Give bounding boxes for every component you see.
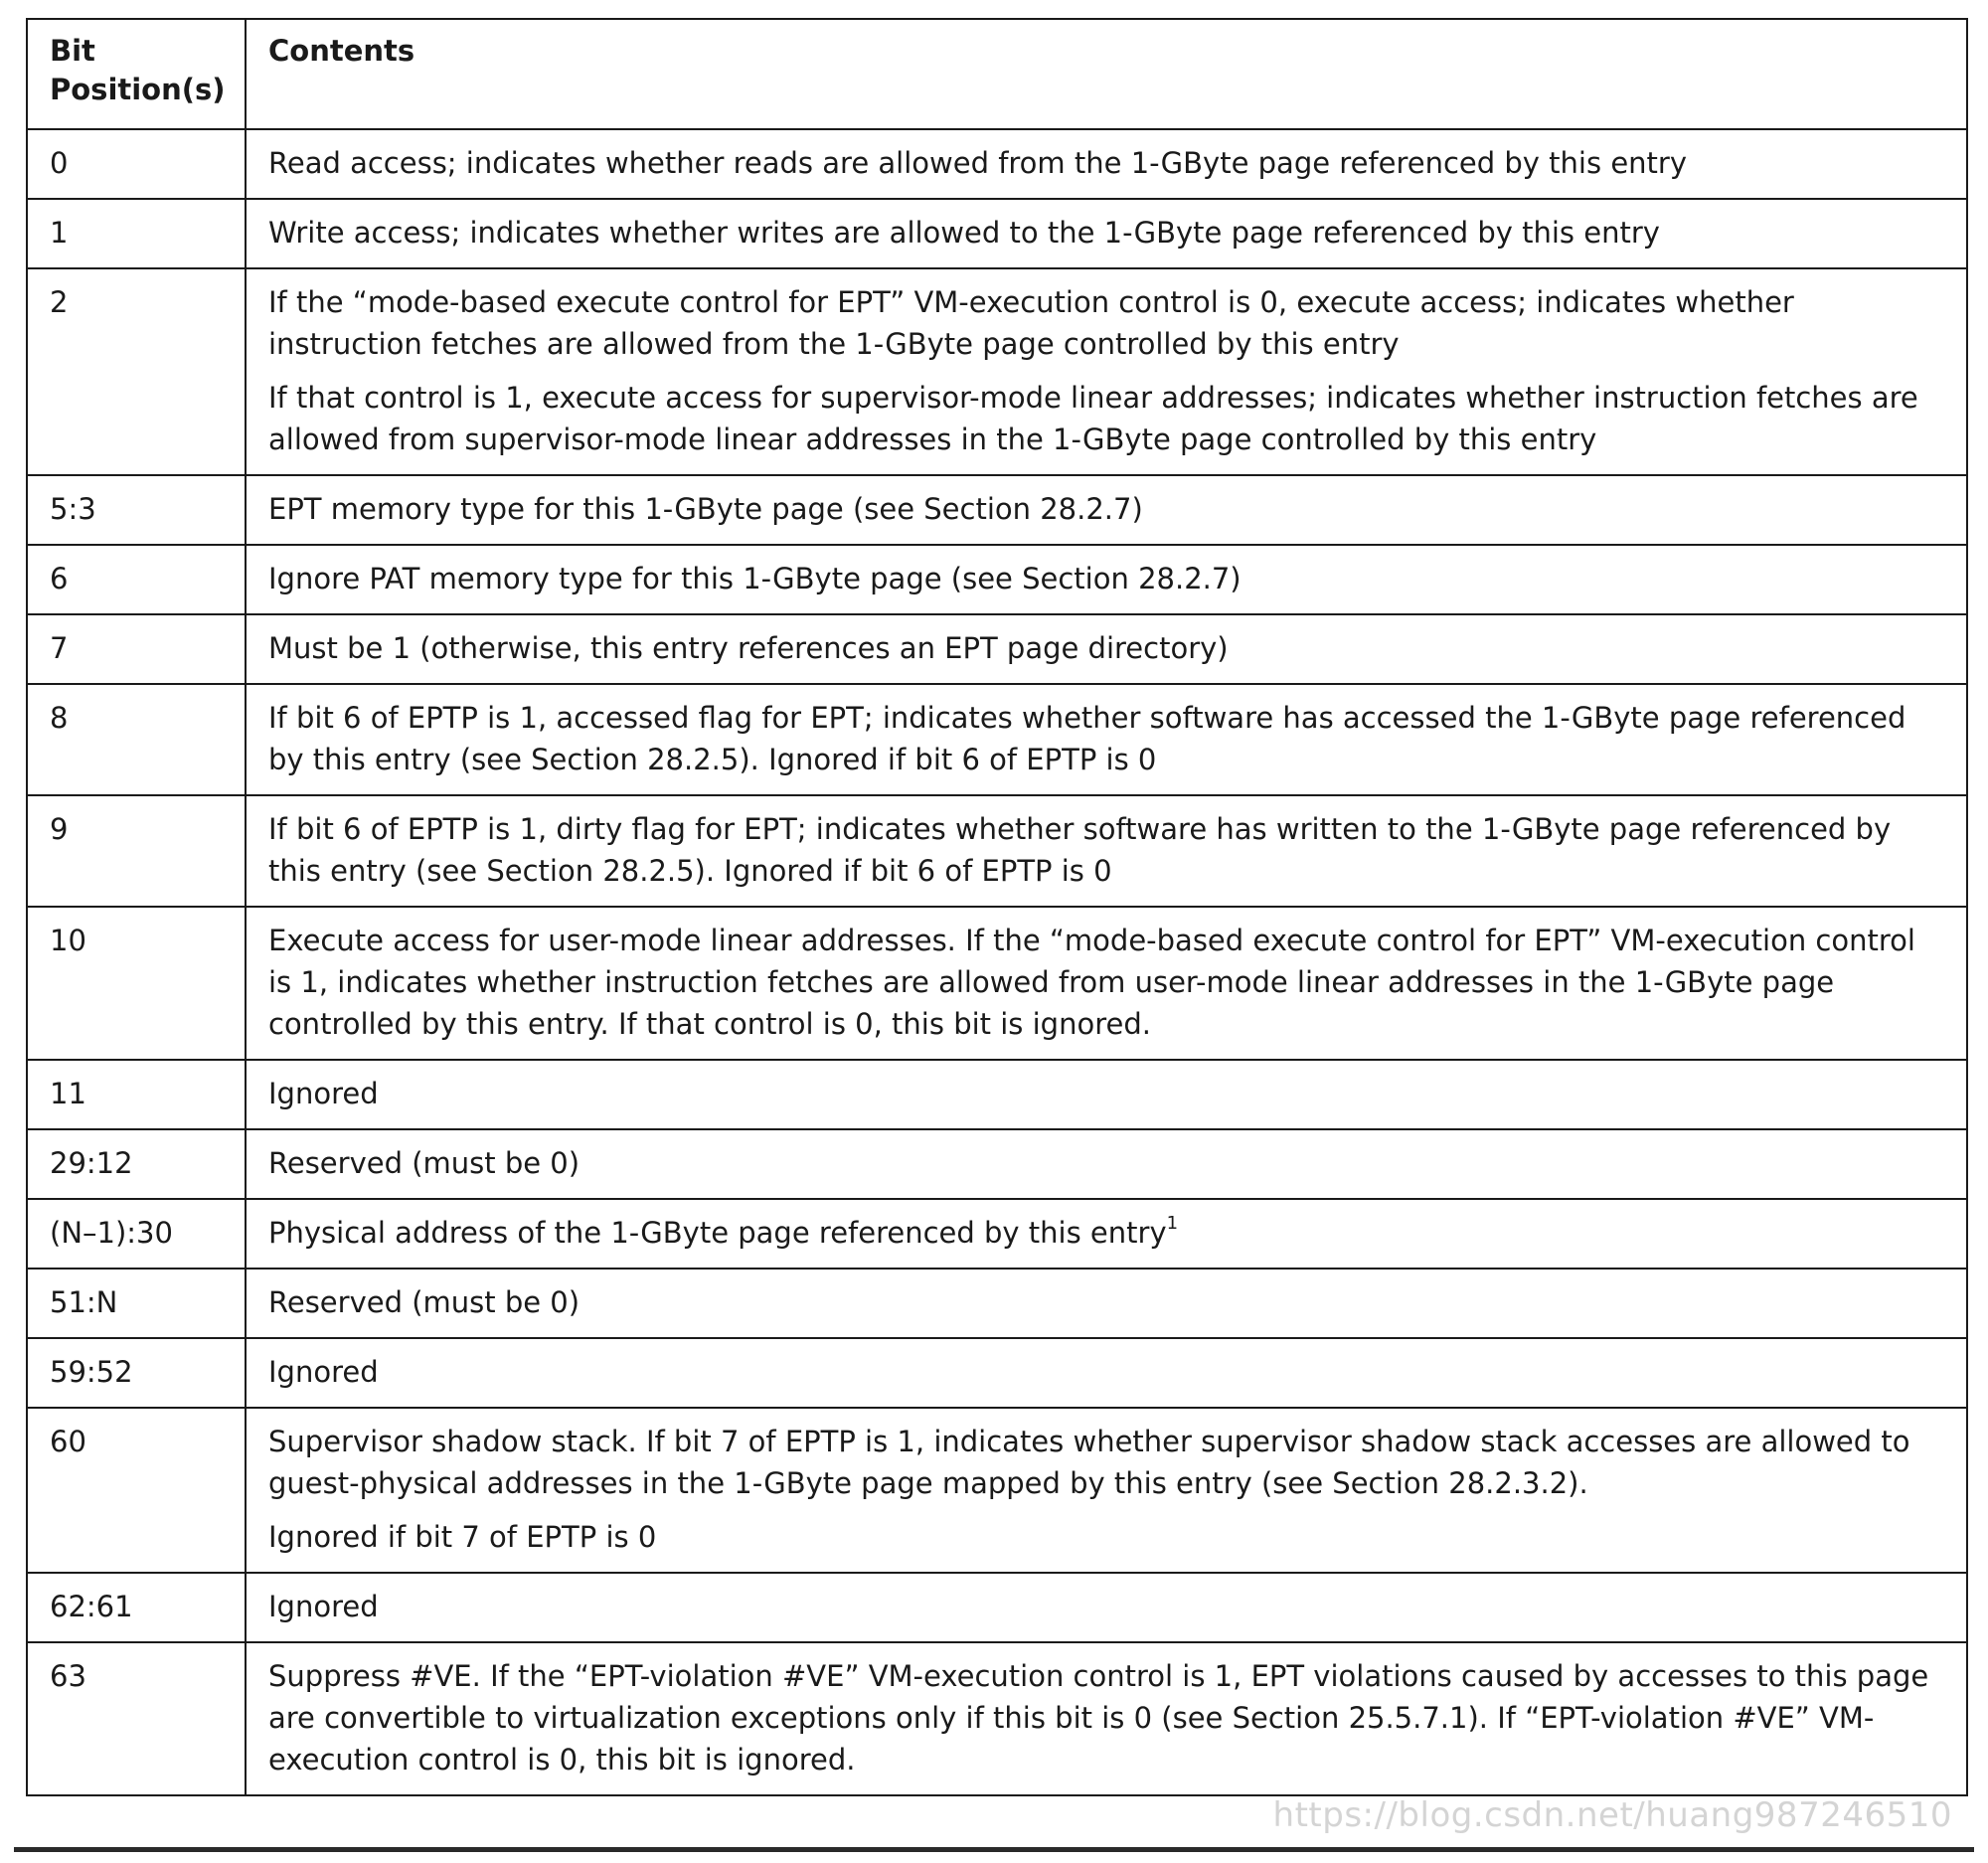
contents-cell: [246, 1408, 1967, 1573]
table-row: [27, 199, 1967, 268]
table-row: [27, 1408, 1967, 1573]
bit-position-cell: 51:N: [27, 1269, 246, 1338]
bit-position-cell: 11: [27, 1060, 246, 1129]
contents-paragraph: [268, 697, 1946, 780]
contents-paragraph: [268, 1073, 1946, 1114]
contents-cell: [246, 1060, 1967, 1129]
contents-cell: [246, 545, 1967, 614]
contents-cell: [246, 268, 1967, 475]
contents-paragraph: [268, 281, 1946, 365]
contents-text: If bit 6 of EPTP is 1, accessed flag for EPT; indicates whether software has accessed the 1-GByte page referenced by this entry (see Section 28.2.5). Ignored if bit 6 of EPTP is 0: [268, 701, 1906, 776]
footnote-marker: 1: [1166, 1213, 1179, 1234]
contents-text: Reserved (must be 0): [268, 1146, 580, 1180]
bit-position-cell: 1: [27, 199, 246, 268]
contents-text: Suppress #VE. If the “EPT-violation #VE” VM-execution control is 1, EPT violations caused by accesses to this page are convertible to virtualization exceptions only if this bit is 0 (see Section 25.5.7.1). If “EPT-violation #VE” VM-execution control is 0, this bit is ignored.: [268, 1659, 1929, 1777]
bottom-rule: [14, 1847, 1974, 1852]
table-row: [27, 545, 1967, 614]
contents-text: If the “mode-based execute control for EPT” VM-execution control is 0, execute access; indicates whether instruction fetches are allowed from the 1-GByte page controlled by this entry: [268, 285, 1794, 361]
contents-cell: [246, 795, 1967, 907]
bit-position-cell: 63: [27, 1642, 246, 1795]
table-row: [27, 1199, 1967, 1269]
table-row: [27, 1060, 1967, 1129]
bit-position-cell: 2: [27, 268, 246, 475]
contents-cell: [246, 907, 1967, 1060]
contents-paragraph: [268, 1586, 1946, 1627]
contents-text: Ignored if bit 7 of EPTP is 0: [268, 1520, 657, 1554]
bit-position-header-line1: Bit: [50, 34, 95, 68]
table-row: [27, 1129, 1967, 1199]
bit-position-cell: 9: [27, 795, 246, 907]
table-row: [27, 129, 1967, 199]
table-body: [27, 129, 1967, 1795]
table-row: [27, 1642, 1967, 1795]
contents-paragraph: [268, 558, 1946, 599]
contents-text: Must be 1 (otherwise, this entry references an EPT page directory): [268, 631, 1229, 665]
contents-paragraph: [268, 627, 1946, 669]
contents-cell: [246, 1269, 1967, 1338]
contents-cell: [246, 1338, 1967, 1408]
bit-position-cell: 10: [27, 907, 246, 1060]
contents-paragraph: [268, 1281, 1946, 1323]
table-row: [27, 268, 1967, 475]
contents-text: Ignored: [268, 1077, 379, 1110]
bit-position-header-line2: Position(s): [50, 73, 226, 106]
contents-text: Read access; indicates whether reads are allowed from the 1-GByte page referenced by this entry: [268, 146, 1687, 180]
bit-position-cell: (N–1):30: [27, 1199, 246, 1269]
bit-position-header: [27, 19, 246, 129]
contents-text: If that control is 1, execute access for supervisor-mode linear addresses; indicates whether instruction fetches are allowed from supervisor-mode linear addresses in the 1-GByte page controlled by this entry: [268, 381, 1918, 456]
contents-cell: [246, 129, 1967, 199]
table-row: [27, 684, 1967, 795]
contents-cell: [246, 1199, 1967, 1269]
bit-position-cell: 60: [27, 1408, 246, 1573]
table-row: [27, 614, 1967, 684]
contents-paragraph: [268, 142, 1946, 184]
contents-text: Execute access for user-mode linear addresses. If the “mode-based execute control for EPT” VM-execution control is 1, indicates whether instruction fetches are allowed from user-mode linear addresses in the 1-GByte page controlled by this entry. If that control is 0, this bit is ignored.: [268, 924, 1915, 1041]
contents-text: Ignored: [268, 1355, 379, 1389]
contents-paragraph: [268, 1655, 1946, 1780]
contents-text: Physical address of the 1-GByte page referenced by this entry: [268, 1216, 1167, 1250]
contents-paragraph: [268, 808, 1946, 892]
contents-text: EPT memory type for this 1-GByte page (see Section 28.2.7): [268, 492, 1143, 526]
contents-text: Write access; indicates whether writes are allowed to the 1-GByte page referenced by this entry: [268, 216, 1660, 250]
table-row: [27, 907, 1967, 1060]
contents-text: Ignored: [268, 1590, 379, 1623]
contents-paragraph: [268, 920, 1946, 1045]
contents-cell: [246, 199, 1967, 268]
contents-text: Supervisor shadow stack. If bit 7 of EPTP is 1, indicates whether supervisor shadow stack accesses are allowed to guest-physical addresses in the 1-GByte page mapped by this entry (see Section 28.2.3.2).: [268, 1425, 1910, 1500]
bit-position-cell: 59:52: [27, 1338, 246, 1408]
bit-position-cell: 29:12: [27, 1129, 246, 1199]
contents-paragraph: [268, 377, 1946, 460]
bit-position-cell: 8: [27, 684, 246, 795]
table-row: [27, 1269, 1967, 1338]
contents-text: Reserved (must be 0): [268, 1285, 580, 1319]
contents-cell: [246, 1129, 1967, 1199]
contents-text: Ignore PAT memory type for this 1-GByte page (see Section 28.2.7): [268, 562, 1242, 595]
contents-cell: [246, 475, 1967, 545]
bit-position-cell: 6: [27, 545, 246, 614]
ept-entry-format-table: [26, 18, 1968, 1796]
table-row: [27, 475, 1967, 545]
watermark: https://blog.csdn.net/huang987246510: [1272, 1795, 1952, 1835]
bit-position-cell: 62:61: [27, 1573, 246, 1642]
contents-paragraph: [268, 1516, 1946, 1558]
bit-position-cell: 5:3: [27, 475, 246, 545]
contents-paragraph: [268, 488, 1946, 530]
bit-position-cell: 0: [27, 129, 246, 199]
document-page: [26, 18, 1966, 1796]
contents-cell: [246, 1642, 1967, 1795]
table-header-row: [27, 19, 1967, 129]
contents-paragraph: [268, 1421, 1946, 1504]
contents-paragraph: [268, 1212, 1946, 1254]
table-row: [27, 795, 1967, 907]
contents-text: If bit 6 of EPTP is 1, dirty flag for EPT; indicates whether software has written to the 1-GByte page referenced by this entry (see Section 28.2.5). Ignored if bit 6 of EPTP is 0: [268, 812, 1892, 888]
table-row: [27, 1573, 1967, 1642]
table-row: [27, 1338, 1967, 1408]
contents-cell: [246, 1573, 1967, 1642]
contents-paragraph: [268, 1351, 1946, 1393]
contents-paragraph: [268, 1142, 1946, 1184]
contents-paragraph: [268, 212, 1946, 254]
contents-cell: [246, 684, 1967, 795]
bit-position-cell: 7: [27, 614, 246, 684]
contents-header: Contents: [246, 19, 1967, 129]
contents-cell: [246, 614, 1967, 684]
